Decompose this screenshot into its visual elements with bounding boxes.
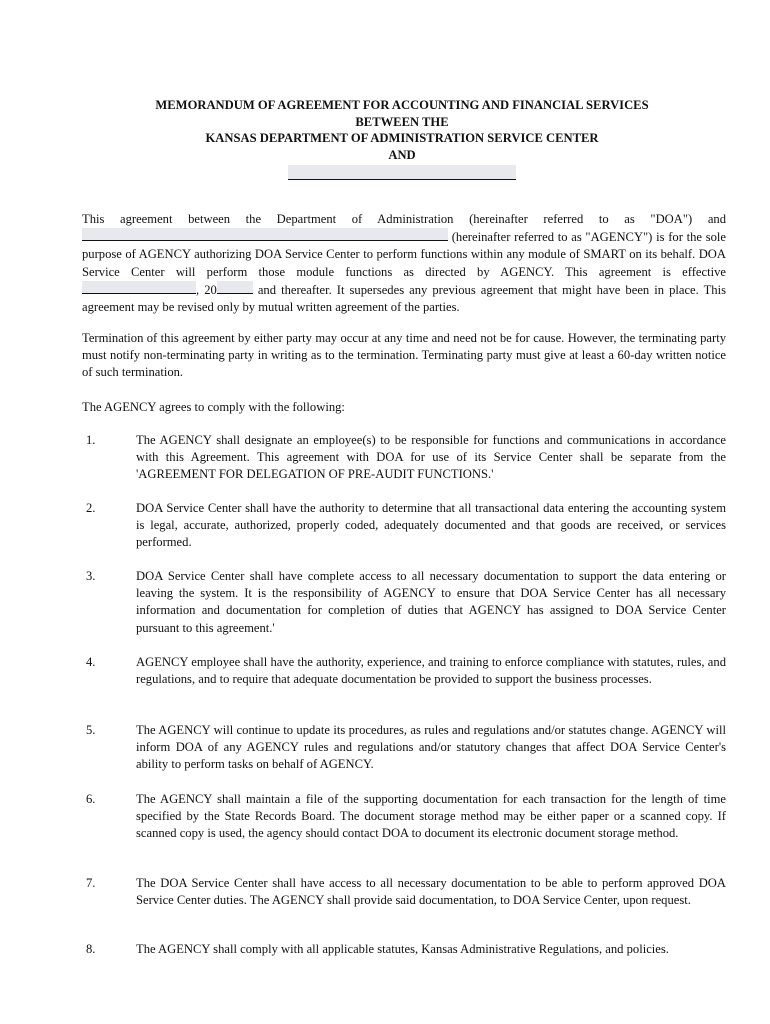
effective-date-field[interactable] — [82, 281, 196, 294]
item-number: 8. — [86, 942, 96, 956]
agency-name-field[interactable] — [82, 228, 448, 241]
title-line-3: KANSAS DEPARTMENT OF ADMINISTRATION SERVICE CENTER — [205, 131, 599, 145]
intro-text-4: and thereafter. It supersedes any previous agreement that might have been in place. This agreement may be revised only by mutual written agreement of the parties. — [82, 282, 726, 315]
list-item — [82, 568, 726, 637]
item-text: The AGENCY shall comply with all applicable statutes, Kansas Administrative Regulations, and policies. — [136, 942, 669, 956]
item-number: 2. — [86, 501, 96, 515]
item-text: The AGENCY shall designate an employee(s) to be responsible for functions and communications in accordance with this Agreement. This agreement with DOA for use of its Service Center shall be separate from the 'AGREEMENT FOR DELEGATION OF PRE-AUDIT FUNCTIONS.' — [136, 433, 726, 482]
intro-text-2: (hereinafter referred to as "AGENCY") is for the sole purpose of AGENCY authorizing DOA Service Center to perform functions within any module of SMART on its behalf. DOA Service Center will perform those module functions as directed by AGENCY. This agreement is effective — [82, 230, 726, 279]
title-line-4: AND — [388, 147, 416, 162]
document-title — [82, 97, 722, 180]
item-number: 6. — [86, 792, 96, 806]
item-text: DOA Service Center shall have the authority to determine that all transactional data entering the accounting system is legal, accurate, authorized, properly coded, adequately documented and that goods are received, or services performed. — [136, 501, 726, 550]
title-line-2: BETWEEN THE — [355, 114, 449, 129]
intro-text-1: This agreement between the Department of Administration (hereinafter referred to as "DOA") and — [82, 212, 726, 226]
item-number: 5. — [86, 723, 96, 737]
intro-paragraph — [82, 211, 726, 316]
termination-paragraph: Termination of this agreement by either party may occur at any time and need not be for cause. However, the terminating party must notify non-terminating party in writing as to the termination. Terminating party must give at least a 60-day written notice of such termination. — [82, 331, 726, 380]
item-number: 3. — [86, 569, 96, 583]
item-text: DOA Service Center shall have complete access to all necessary documentation to support the data entering or leaving the system. It is the responsibility of AGENCY to ensure that DOA Service Center has all necessary information and documentation for completion of duties that AGENCY has assigned to DOA Service Center pursuant to this agreement.' — [136, 569, 726, 635]
list-item — [82, 791, 726, 843]
agrees-heading: The AGENCY agrees to comply with the following: — [82, 400, 345, 414]
item-text: AGENCY employee shall have the authority, experience, and training to enforce compliance with statutes, rules, and regulations, and to require that adequate documentation be provided to support the business processes. — [136, 655, 726, 687]
item-text: The DOA Service Center shall have access to all necessary documentation to be able to perform approved DOA Service Center duties. The AGENCY shall provide said documentation, to DOA Service Center, upon request. — [136, 876, 726, 908]
item-number: 7. — [86, 876, 96, 890]
list-item — [82, 432, 726, 484]
list-item — [82, 941, 726, 958]
list-item — [82, 500, 726, 552]
item-number: 4. — [86, 655, 96, 669]
list-item — [82, 654, 726, 688]
title-line-1: MEMORANDUM OF AGREEMENT FOR ACCOUNTING AND FINANCIAL SERVICES — [155, 98, 649, 112]
intro-text-3: , 20 — [196, 282, 217, 297]
item-text: The AGENCY will continue to update its procedures, as rules and regulations and/or statutes change. AGENCY will inform DOA of any AGENCY rules and regulations and/or statutory changes that affect DOA Service Center's ability to perform tasks on behalf of AGENCY. — [136, 723, 726, 772]
effective-year-field[interactable] — [217, 281, 253, 294]
list-item — [82, 722, 726, 774]
item-number: 1. — [86, 433, 96, 447]
item-text: The AGENCY shall maintain a file of the supporting documentation for each transaction for the length of time specified by the State Records Board. The document storage method may be either paper or a scanned copy. If scanned copy is used, the agency should contact DOA to document its electronic document storage method. — [136, 792, 726, 841]
agency-name-title-field[interactable] — [288, 165, 516, 180]
list-item — [82, 875, 726, 909]
